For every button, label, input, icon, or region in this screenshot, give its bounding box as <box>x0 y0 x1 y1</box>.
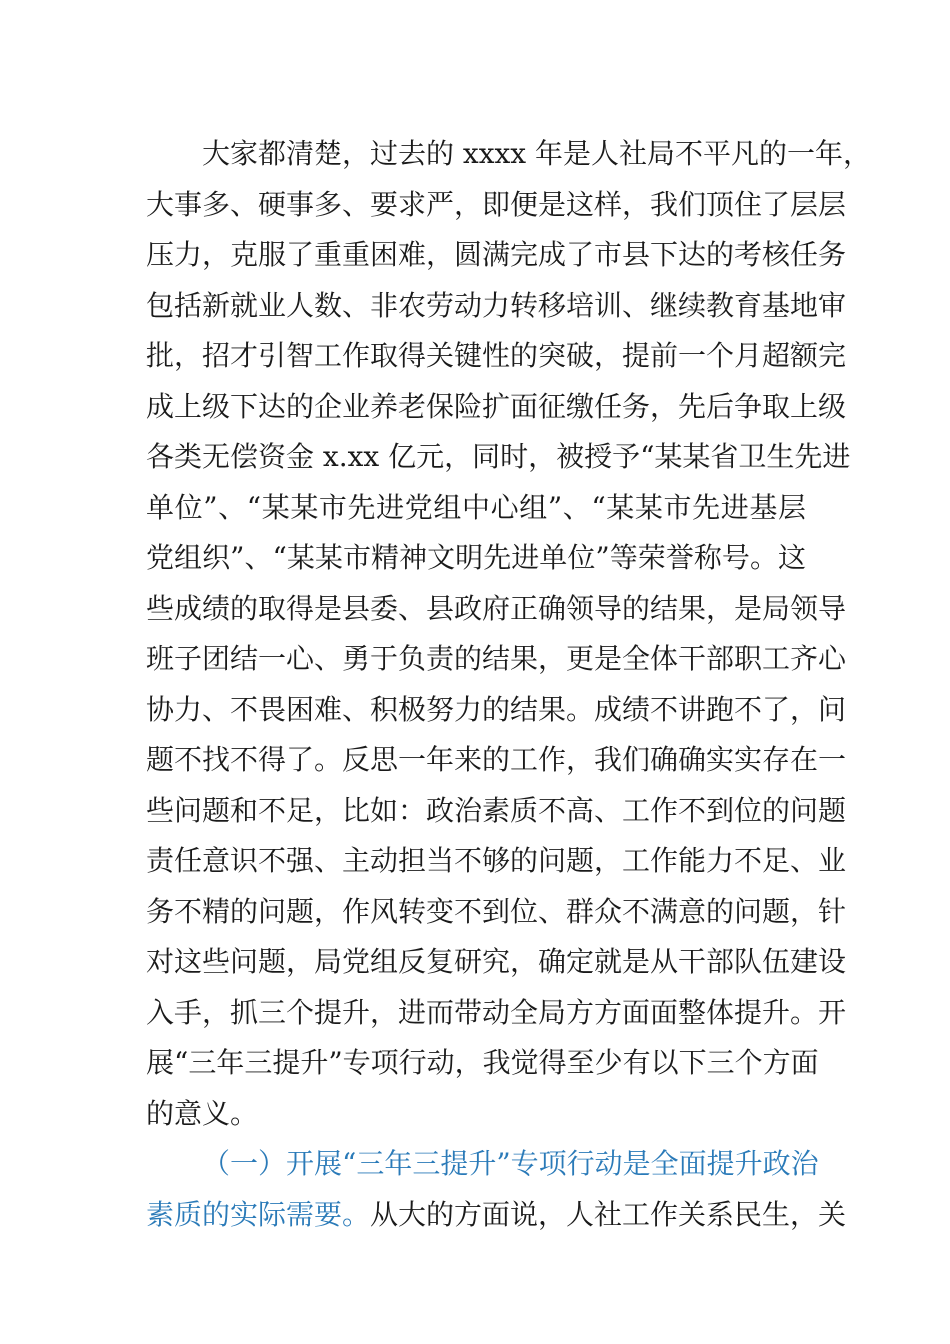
paragraph-line: 的意义。 <box>146 1096 259 1130</box>
document-body <box>146 129 871 1240</box>
paragraph-line: 展“三年三提升”专项行动，我觉得至少有以下三个方面 <box>146 1046 819 1079</box>
section-heading-continued: 素质的实际需要。 <box>146 1197 371 1231</box>
paragraph-line: 务不精的问题，作风转变不到位、群众不满意的问题，针 <box>146 894 847 928</box>
paragraph-line: 各类无偿资金 x.xx 亿元，同时，被授予“某某省卫生先进 <box>146 440 851 473</box>
paragraph-2 <box>146 1139 847 1240</box>
paragraph-line: 压力，克服了重重困难，圆满完成了市县下达的考核任务 <box>146 238 847 271</box>
paragraph-line: 批，招才引智工作取得关键性的突破，提前一个月超额完 <box>146 339 847 372</box>
paragraph-text: 从大的方面说，人社工作关系民生，关 <box>370 1197 847 1231</box>
paragraph-line: 些成绩的取得是县委、县政府正确领导的结果，是局领导 <box>146 591 847 625</box>
paragraph-line: 责任意识不强、主动担当不够的问题，工作能力不足、业 <box>146 844 847 877</box>
paragraph-line: 大家都清楚，过去的 xxxx 年是人社局不平凡的一年， <box>202 137 871 170</box>
paragraph-1 <box>146 129 871 1139</box>
paragraph-line: 班子团结一心、勇于负责的结果，更是全体干部职工齐心 <box>146 642 847 675</box>
paragraph-line: 协力、不畏困难、积极努力的结果。成绩不讲跑不了，问 <box>146 692 847 726</box>
paragraph-line: 些问题和不足，比如：政治素质不高、工作不到位的问题 <box>146 793 847 827</box>
paragraph-line: 成上级下达的企业养老保险扩面征缴任务，先后争取上级 <box>146 389 847 423</box>
paragraph-line <box>146 1190 847 1241</box>
paragraph-line: 入手，抓三个提升，进而带动全局方方面面整体提升。开 <box>146 995 847 1029</box>
paragraph-line: 题不找不得了。反思一年来的工作，我们确确实实存在一 <box>146 743 847 776</box>
section-heading: （一）开展“三年三提升”专项行动是全面提升政治 <box>202 1147 819 1180</box>
paragraph-line: 对这些问题，局党组反复研究，确定就是从干部队伍建设 <box>146 945 847 978</box>
paragraph-line: 单位”、“某某市先进党组中心组”、“某某市先进基层 <box>146 490 806 524</box>
paragraph-line: 包括新就业人数、非农劳动力转移培训、继续教育基地审 <box>146 288 847 322</box>
paragraph-line: 大事多、硬事多、要求严，即便是这样，我们顶住了层层 <box>146 187 847 221</box>
paragraph-line: 党组织”、“某某市精神文明先进单位”等荣誉称号。这 <box>146 541 806 574</box>
